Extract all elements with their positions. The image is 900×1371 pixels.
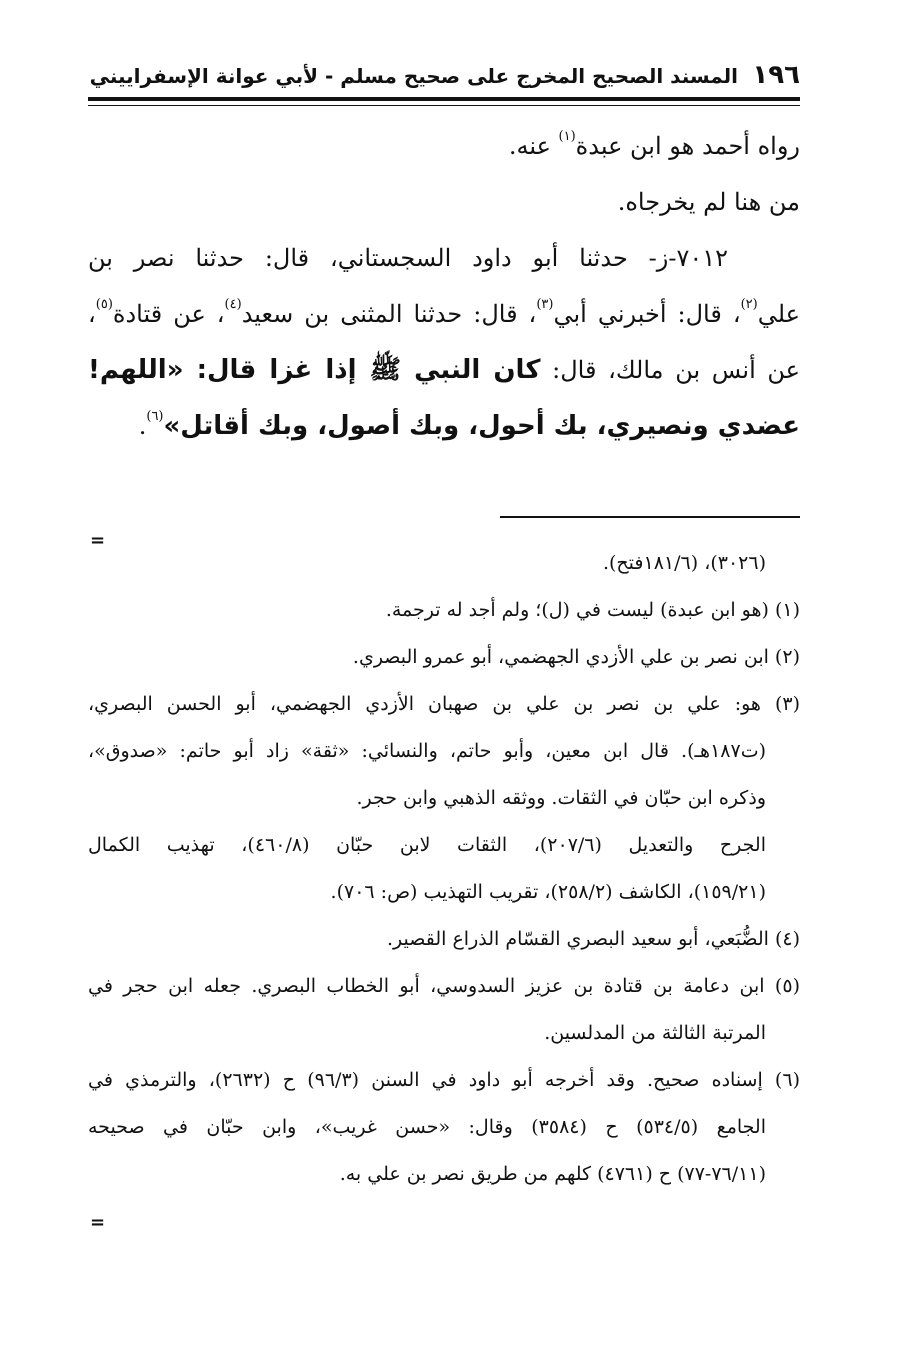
footnote-2: (٢) ابن نصر بن علي الأزدي الجهضمي، أبو عمرو البصري.: [352, 646, 800, 668]
running-header: [88, 58, 800, 98]
text-span: ٧٠١٢-ز- حدثنا أبو داود السجستاني، قال: حدثنا نصر بن: [88, 244, 728, 272]
footnote-ref: (٥): [95, 297, 113, 312]
footnotes: [88, 540, 800, 1198]
continuation-mark: =: [90, 530, 106, 551]
footnote-line: المرتبة الثالثة من المدلسين.: [544, 1022, 766, 1044]
footnote-separator: [500, 516, 800, 518]
footnote-line: الجرح والتعديل (٢٠٧/٦)، الثقات لابن حبّان (٤٦٠/٨)، تهذيب الكمال: [88, 834, 766, 856]
text-span: رواه أحمد هو ابن عبدة: [575, 132, 800, 160]
footnote-line: (ت١٨٧هـ). قال ابن معين، وأبو حاتم، والنسائي: «ثقة» زاد أبو حاتم: «صدوق»،: [88, 740, 767, 762]
text-span: ، عن قتادة: [112, 300, 225, 328]
page-number: ١٩٦: [752, 60, 800, 90]
book-title: المسند الصحيح المخرج على صحيح مسلم - لأبي عوانة الإسفراييني: [89, 64, 738, 88]
footnote-6: (٦) إسناده صحيح. وقد أخرجه أبو داود في السنن (٩٦/٣) ح (٢٦٣٢)، والترمذي في: [88, 1069, 800, 1091]
footnote-3: (٣) هو: علي بن نصر بن علي بن صهبان الأزدي الجهضمي، أبو الحسن البصري،: [88, 693, 800, 715]
footnote-line: وذكره ابن حبّان في الثقات. ووثقه الذهبي وابن حجر.: [356, 787, 766, 809]
footnote-line: (٧٦/١١-٧٧) ح (٤٧٦١) كلهم من طريق نصر بن علي به.: [339, 1163, 766, 1185]
header-rule-thin: [88, 105, 800, 106]
header-rule: [88, 97, 800, 101]
text-span: ، قال: أخبرني أبي: [553, 300, 741, 328]
text-span: من هنا لم يخرجاه.: [617, 188, 800, 216]
footnote-line: (٣٠٢٦)، (١٨١/٦فتح).: [602, 552, 766, 574]
text-span: عن أنس بن مالك، قال:: [540, 356, 800, 384]
text-span: علي: [757, 300, 800, 328]
footnote-ref: (٤): [224, 297, 242, 312]
footnote-line: (١٥٩/٢١)، الكاشف (٢٥٨/٢)، تقريب التهذيب (ص: ٧٠٦).: [330, 881, 766, 903]
text-span: ، قال: حدثنا المثنى بن سعيد: [241, 300, 537, 328]
hadith-line: [88, 230, 800, 286]
footnote-1: (١) (هو ابن عبدة) ليست في (ل)؛ ولم أجد له ترجمة.: [385, 599, 800, 621]
main-text: [88, 118, 800, 454]
hadith-line: [88, 342, 800, 398]
hadith-line: [88, 286, 800, 342]
hadith-matn: كان النبي ﷺ إذا غزا قال: «اللهم!: [88, 355, 541, 385]
text-line: [88, 174, 800, 230]
text-span: .: [138, 412, 147, 440]
text-span: ،: [88, 300, 96, 328]
footnote-ref: (١): [558, 129, 576, 144]
hadith-line: [88, 398, 800, 454]
footnote-ref: (٣): [536, 297, 554, 312]
footnote-ref: (٦): [146, 409, 164, 424]
footnote-5: (٥) ابن دعامة بن قتادة بن عزيز السدوسي، أبو الخطاب البصري. جعله ابن حجر في: [88, 975, 800, 997]
footnote-line: الجامع (٥٣٤/٥) ح (٣٥٨٤) وقال: «حسن غريب»، وابن حبّان في صحيحه: [88, 1116, 766, 1138]
text-span: عنه.: [508, 132, 559, 160]
continuation-mark: =: [90, 1212, 106, 1233]
hadith-matn: عضدي ونصيري، بك أحول، وبك أصول، وبك أقاتل»: [163, 411, 800, 441]
footnote-ref: (٢): [740, 297, 758, 312]
footnote-4: (٤) الضُّبَعي، أبو سعيد البصري القسّام الذراع القصير.: [387, 928, 800, 950]
text-line: [88, 118, 800, 174]
